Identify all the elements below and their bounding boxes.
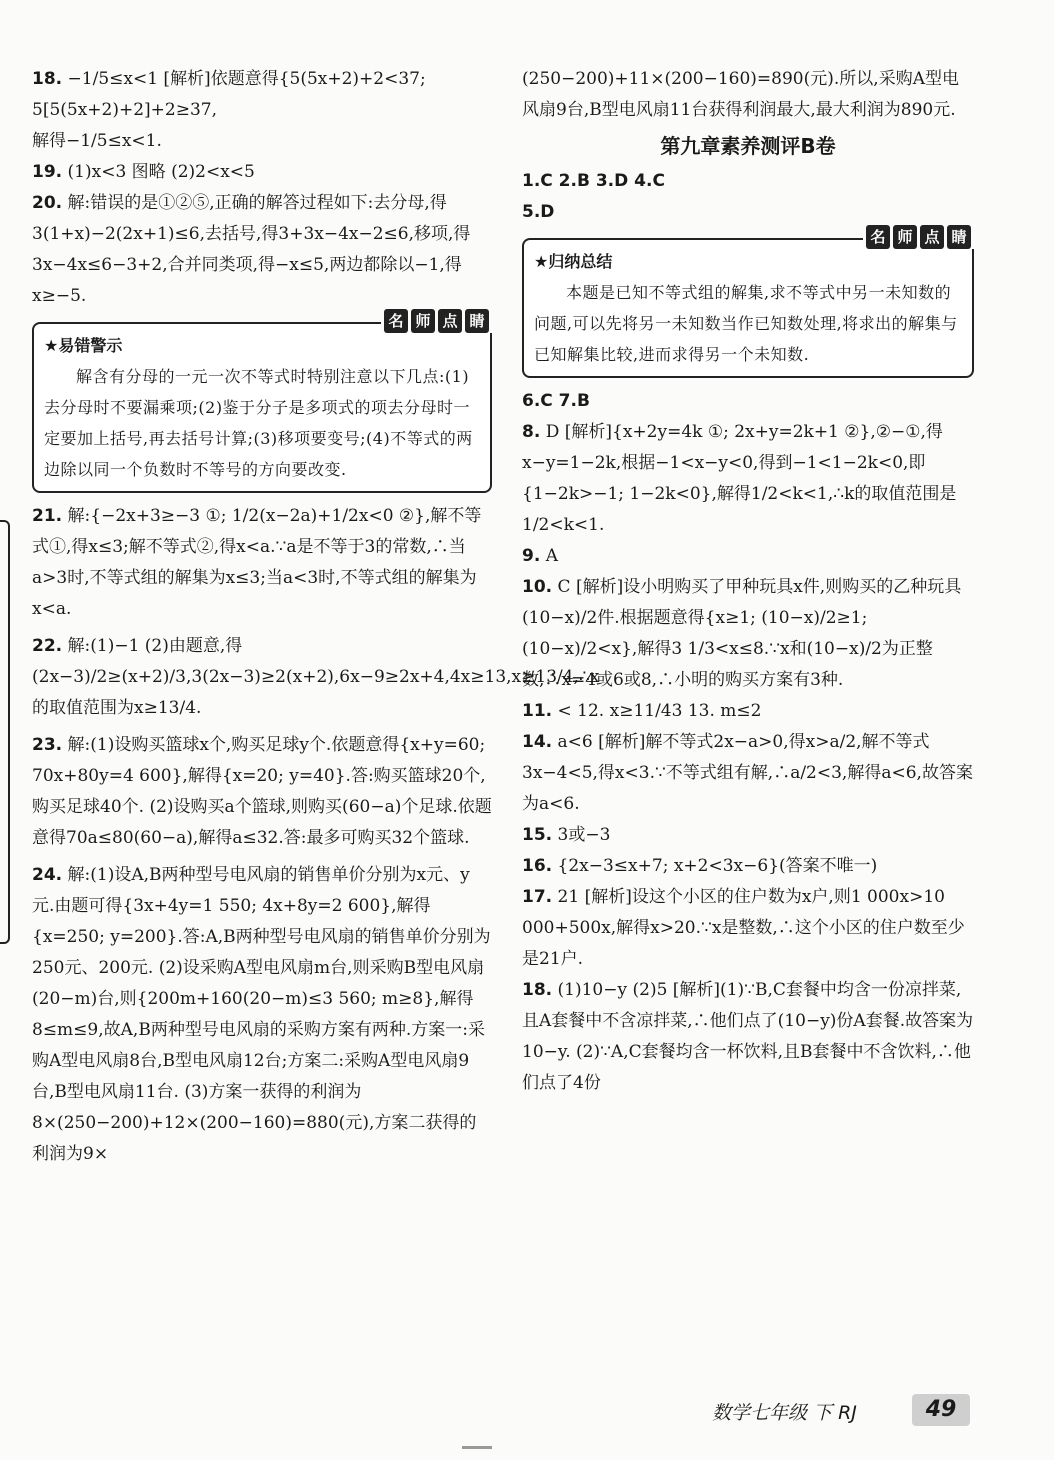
item-number: 24. bbox=[32, 865, 63, 885]
answer-item: 1.C 2.B 3.D 4.C bbox=[522, 171, 665, 191]
tag-char: 名 bbox=[384, 309, 408, 333]
item-number: 9. bbox=[522, 546, 541, 566]
item-text: (1)x<3 图略 (2)2<x<5 bbox=[67, 162, 255, 182]
tip-tag bbox=[863, 225, 974, 249]
tag-char: 名 bbox=[866, 225, 890, 249]
item-number: 15. bbox=[522, 825, 553, 845]
item-number: 18. bbox=[522, 980, 553, 1000]
item-number: 23. bbox=[32, 735, 63, 755]
answer-item bbox=[522, 417, 974, 541]
answer-item bbox=[522, 727, 974, 820]
item-number: 20. bbox=[32, 193, 63, 213]
item-text: 21 [解析]设这个小区的住户数为x户,则1 000x>10 000+500x,解得x>20.∵x是整数,∴这个小区的住户数至少是21户. bbox=[522, 887, 965, 969]
item-number: 10. bbox=[522, 577, 553, 597]
tip-text: 本题是已知不等式组的解集,求不等式中另一未知数的问题,可以先将另一未知数当作已知数处理,将求出的解集与已知解集比较,进而求得另一个未知数. bbox=[534, 283, 958, 364]
item-text: 解:(1)设购买篮球x个,购买足球y个.依题意得{x+y=60; 70x+80y=4 600},解得{x=20; y=40}.答:购买篮球20个,购买足球40个. (2)设购买a个篮球,则购买(60−a)个足球.依题意得70a≤80(60−a),解得a≤32.答:最多可购买32个篮球. bbox=[32, 735, 492, 848]
answer-item bbox=[32, 860, 492, 1170]
answer-item bbox=[32, 126, 492, 157]
item-text: −1/5≤x<1 [解析]依题意得{5(5x+2)+2<37; 5[5(5x+2)+2]+2≥37, bbox=[32, 69, 426, 120]
item-text: D [解析]{x+2y=4k ①; 2x+y=2k+1 ②},②−①,得x−y=1−2k,根据−1<x−y<0,得到−1<1−2k<0,即{1−2k>−1; 1−2k<0},解得1/2<k<1,∴k的取值范围是1/2<k<1. bbox=[522, 422, 957, 535]
right-column bbox=[522, 64, 974, 1099]
item-text: {2x−3≤x+7; x+2<3x−6}(答案不唯一) bbox=[557, 856, 878, 876]
answer-item bbox=[522, 572, 974, 696]
answer-item bbox=[522, 541, 974, 572]
answer-item bbox=[522, 820, 974, 851]
item-text: 解得−1/5≤x<1. bbox=[32, 131, 162, 151]
tag-char: 点 bbox=[438, 309, 462, 333]
item-text: 解:(1)设A,B两种型号电风扇的销售单价分别为x元、y元.由题可得{3x+4y=1 550; 4x+8y=2 600},解得{x=250; y=200}.答:A,B两种型号电风扇的销售单价分别为250元、200元. (2)设采购A型电风扇m台,则采购B型电风扇(20−m)台,则{200m+160(20−m)≤3 560; m≥8},解得8≤m≤9,故A,B两种型号电风扇的采购方案有两种.方案一:采购A型电风扇8台,B型电风扇12台;方案二:采购A型电风扇9台,B型电风扇11台. (3)方案一获得的利润为8×(250−200)+12×(200−160)=880(元),方案二获得的利润为9× bbox=[32, 865, 491, 1164]
answer-item: 6.C 7.B bbox=[522, 391, 590, 411]
answer-item bbox=[522, 882, 974, 975]
answer-item bbox=[32, 501, 492, 625]
item-text: 解:{−2x+3≥−3 ①; 1/2(x−2a)+1/2x<0 ②},解不等式①,得x≤3;解不等式②,得x<a.∵a是不等于3的常数,∴当a>3时,不等式组的解集为x≤3;当a<3时,不等式组的解集为x<a. bbox=[32, 506, 482, 619]
answer-item bbox=[522, 696, 974, 727]
tag-char: 师 bbox=[893, 225, 917, 249]
item-number: 19. bbox=[32, 162, 63, 182]
page-footer bbox=[712, 1396, 972, 1426]
item-text: 解:(1)−1 (2)由题意,得(2x−3)/2≥(x+2)/3,3(2x−3)≥2(x+2),6x−9≥2x+4,4x≥13,x≥13/4,∴x的取值范围为x≥13/4. bbox=[32, 636, 600, 718]
item-text: (1)10−y (2)5 [解析](1)∵B,C套餐中均含一份凉拌菜,且A套餐中不含凉拌菜,∴他们点了(10−y)份A套餐.故答案为10−y. (2)∵A,C套餐均含一杯饮料,且B套餐中不含饮料,∴他们点了4份 bbox=[522, 980, 974, 1093]
item-text: A bbox=[545, 546, 558, 566]
binding-mark bbox=[0, 520, 10, 944]
answer-item bbox=[522, 975, 974, 1099]
item-text: < 12. x≥11/43 13. m≤2 bbox=[557, 701, 762, 721]
continued-text: (250−200)+11×(200−160)=890(元).所以,采购A型电风扇9台,B型电风扇11台获得利润最大,最大利润为890元. bbox=[522, 69, 959, 120]
section-title: 第九章素养测评B卷 bbox=[660, 134, 836, 158]
item-number: 18. bbox=[32, 69, 63, 89]
item-number: 8. bbox=[522, 422, 541, 442]
item-number: 16. bbox=[522, 856, 553, 876]
bottom-mark bbox=[462, 1446, 492, 1449]
answer-item bbox=[32, 188, 492, 312]
item-number: 11. bbox=[522, 701, 553, 721]
answer-item bbox=[32, 64, 492, 126]
item-number: 21. bbox=[32, 506, 63, 526]
answer-item bbox=[522, 851, 974, 882]
item-number: 14. bbox=[522, 732, 553, 752]
tag-char: 睛 bbox=[465, 309, 489, 333]
page-number: 49 bbox=[912, 1394, 970, 1426]
tip-tag bbox=[381, 309, 492, 333]
answer-item bbox=[32, 730, 492, 854]
tip-box-error-warning bbox=[32, 312, 492, 493]
book-label: 数学七年级 下 RJ bbox=[712, 1402, 857, 1424]
answer-item: 5.D bbox=[522, 202, 555, 222]
answer-item bbox=[32, 157, 492, 188]
answer-item bbox=[32, 631, 600, 724]
item-text: 解:错误的是①②⑤,正确的解答过程如下:去分母,得3(1+x)−2(2x+1)≤6,去括号,得3+3x−4x−2≤6,移项,得3x−4x≤6−3+2,合并同类项,得−x≤5,两边都除以−1,得x≥−5. bbox=[32, 193, 471, 306]
item-number: 17. bbox=[522, 887, 553, 907]
item-text: 3或−3 bbox=[557, 825, 611, 845]
item-text: a<6 [解析]解不等式2x−a>0,得x>a/2,解不等式3x−4<5,得x<3.∵不等式组有解,∴a/2<3,解得a<6,故答案为a<6. bbox=[522, 732, 973, 814]
tip-box-summary bbox=[522, 228, 974, 378]
tag-char: 睛 bbox=[947, 225, 971, 249]
item-number: 22. bbox=[32, 636, 63, 656]
tag-char: 点 bbox=[920, 225, 944, 249]
tip-title: ★归纳总结 bbox=[534, 252, 613, 271]
tip-title: ★易错警示 bbox=[44, 336, 123, 355]
tag-char: 师 bbox=[411, 309, 435, 333]
item-text: C [解析]设小明购买了甲种玩具x件,则购买的乙种玩具(10−x)/2件.根据题意得{x≥1; (10−x)/2≥1; (10−x)/2<x},解得3 1/3<x≤8.∵x和(10−x)/2为正整数,∴x=4或6或8,∴小明的购买方案有3种. bbox=[522, 577, 962, 690]
tip-text: 解含有分母的一元一次不等式时特别注意以下几点:(1)去分母时不要漏乘项;(2)鉴于分子是多项式的项去分母时一定要加上括号,再去括号计算;(3)移项要变号;(4)不等式的两边除以同一个负数时不等号的方向要改变. bbox=[44, 367, 473, 479]
